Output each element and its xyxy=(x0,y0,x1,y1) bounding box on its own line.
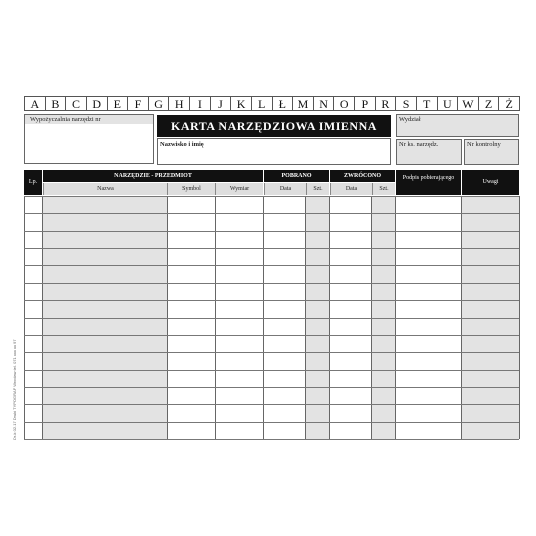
table-row xyxy=(24,196,519,197)
alphabet-letter[interactable]: E xyxy=(107,96,128,111)
name-label: Nazwisko i imię xyxy=(160,141,204,148)
alphabet-letter[interactable]: P xyxy=(354,96,375,111)
alphabet-letter[interactable]: T xyxy=(416,96,437,111)
table-row xyxy=(24,283,519,284)
size-col-header: Wymiar xyxy=(215,183,263,195)
alphabet-letter[interactable]: Z xyxy=(478,96,499,111)
table-row xyxy=(24,370,519,371)
table-row xyxy=(24,422,519,423)
alphabet-letter[interactable]: S xyxy=(395,96,416,111)
table-row xyxy=(24,335,519,336)
alphabet-letter[interactable]: Ł xyxy=(272,96,293,111)
symbol-col-header: Symbol xyxy=(167,183,215,195)
alphabet-letter[interactable]: O xyxy=(333,96,354,111)
table-row xyxy=(24,213,519,214)
tool-group-header: NARZĘDZIE - PRZEDMIOT xyxy=(43,170,263,182)
returned-date-header: Data xyxy=(330,183,372,195)
alphabet-letter[interactable]: B xyxy=(45,96,66,111)
table-row xyxy=(24,352,519,353)
table-row xyxy=(24,318,519,319)
control-label: Nr kontrolny xyxy=(467,141,501,148)
returned-group-header: ZWRÓCONO xyxy=(330,170,395,182)
alphabet-letter[interactable]: R xyxy=(375,96,396,111)
alphabet-letter[interactable]: W xyxy=(457,96,478,111)
tool-book-label: Nr ks. narzędz. xyxy=(399,141,439,148)
alphabet-letter[interactable]: Ż xyxy=(498,96,520,111)
taken-group-header: POBRANO xyxy=(264,170,329,182)
alphabet-letter[interactable]: N xyxy=(313,96,334,111)
department-label: Wydział xyxy=(399,116,421,123)
alphabet-letter[interactable]: F xyxy=(127,96,148,111)
name-col-header: Nazwa xyxy=(43,183,167,195)
alphabet-letter[interactable]: J xyxy=(210,96,231,111)
table-row xyxy=(24,387,519,388)
rental-label: Wypożyczalnia narzędzi nr xyxy=(30,116,101,123)
signature-header: Podpis pobierającego xyxy=(396,170,461,195)
alphabet-letter[interactable]: U xyxy=(437,96,458,111)
table-row xyxy=(24,300,519,301)
alphabet-letter[interactable]: D xyxy=(86,96,107,111)
alphabet-index xyxy=(24,96,520,111)
alphabet-letter[interactable]: M xyxy=(292,96,313,111)
lp-header: Lp. xyxy=(24,170,42,195)
alphabet-letter[interactable]: H xyxy=(168,96,189,111)
table-row xyxy=(24,248,519,249)
table-row xyxy=(24,404,519,405)
notes-header: Uwagi xyxy=(462,170,519,195)
alphabet-letter[interactable]: C xyxy=(65,96,86,111)
alphabet-letter[interactable]: K xyxy=(230,96,251,111)
alphabet-letter[interactable]: G xyxy=(148,96,169,111)
alphabet-letter[interactable]: I xyxy=(189,96,210,111)
taken-date-header: Data xyxy=(264,183,306,195)
table-row xyxy=(24,231,519,232)
alphabet-letter[interactable]: L xyxy=(251,96,272,111)
document-title: KARTA NARZĘDZIOWA IMIENNA xyxy=(157,115,391,137)
alphabet-letter[interactable]: A xyxy=(24,96,45,111)
table-row xyxy=(24,439,519,440)
table-row xyxy=(24,265,519,266)
taken-qty-header: Szt. xyxy=(306,183,329,195)
column-divider xyxy=(519,196,520,439)
returned-qty-header: Szt. xyxy=(372,183,395,195)
side-print: Dr-k 02.17 Druki TYPOGRAF Wrocław tel. 071 xxx xx 97 xyxy=(12,339,17,440)
